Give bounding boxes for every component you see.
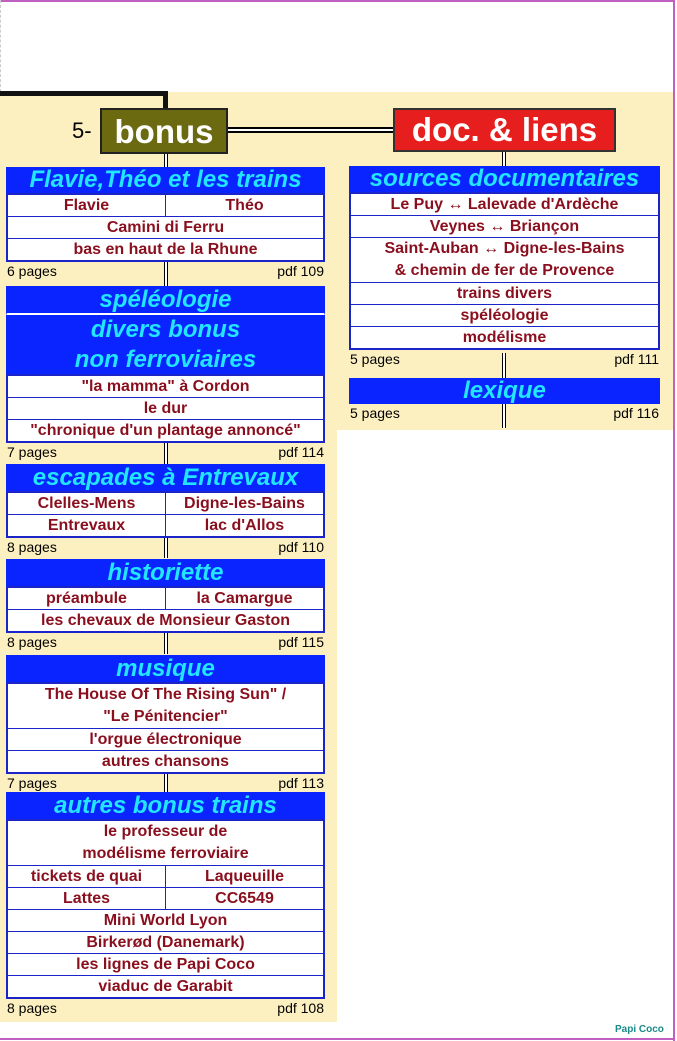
link-saint-auban[interactable]	[351, 237, 658, 282]
pdf-number: pdf 108	[277, 1000, 324, 1016]
page-border-left	[0, 0, 1, 92]
link-camini[interactable]: Camini di Ferru	[106, 219, 225, 236]
link-theo[interactable]: Théo	[165, 195, 323, 216]
link-trains-divers[interactable]: trains divers	[456, 285, 553, 302]
doc-links-title[interactable]: doc. & liens	[393, 108, 616, 152]
link-table	[349, 192, 660, 350]
link-preambule[interactable]: préambule	[46, 590, 127, 607]
link-chevaux[interactable]: les chevaux de Monsieur Gaston	[41, 612, 290, 629]
link-chronique[interactable]: "chronique d'un plantage annoncé"	[30, 422, 301, 439]
pdf-number: pdf 114	[278, 444, 324, 460]
link-line: "Le Pénitencier"	[103, 708, 228, 725]
section-lexique	[349, 378, 660, 422]
link-lignes-papi-coco[interactable]: les lignes de Papi Coco	[76, 956, 255, 973]
page-count: 8 pages	[7, 1000, 57, 1016]
link-table	[6, 586, 325, 633]
section-heading[interactable]: Flavie,Théo et les trains	[6, 167, 325, 193]
section-escapades	[6, 464, 325, 556]
page-border-bottom	[0, 1038, 675, 1040]
tree-connector-drop	[163, 91, 168, 109]
link-entrevaux[interactable]: Entrevaux	[47, 517, 126, 534]
page-count: 6 pages	[7, 263, 57, 279]
page-count: 5 pages	[350, 351, 400, 367]
pdf-number: pdf 116	[613, 405, 659, 421]
page-count: 7 pages	[7, 444, 57, 460]
link-line: Saint-Auban ↔ Digne-les-Bains	[384, 240, 625, 257]
pdf-number: pdf 109	[277, 263, 324, 279]
link-cc6549[interactable]: CC6549	[165, 888, 323, 909]
author-credit: Papi Coco	[615, 1024, 664, 1035]
link-birkerod[interactable]: Birkerød (Danemark)	[86, 934, 245, 951]
section-heading[interactable]: sources documentaires	[349, 166, 660, 192]
page-count: 5 pages	[350, 405, 400, 421]
link-chansons[interactable]: autres chansons	[101, 753, 230, 770]
page-border-right	[673, 0, 675, 1041]
section-heading[interactable]: historiette	[6, 559, 325, 586]
link-le-dur[interactable]: le dur	[143, 400, 188, 417]
link-table	[6, 819, 325, 999]
pdf-number: pdf 111	[614, 351, 659, 367]
title-link-line	[228, 127, 394, 133]
link-flavie[interactable]: Flavie	[63, 197, 110, 214]
section-heading-speleologie[interactable]: spéléologie	[6, 286, 325, 315]
link-speleologie[interactable]: spéléologie	[460, 307, 549, 324]
section-heading[interactable]: lexique	[349, 378, 660, 404]
link-veynes[interactable]: Veynes ↔ Briançon	[429, 218, 580, 235]
section-number: 5-	[72, 118, 92, 143]
section-sources	[349, 166, 660, 368]
link-table	[6, 682, 325, 774]
link-garabit[interactable]: viaduc de Garabit	[98, 978, 233, 995]
page-count: 8 pages	[7, 539, 57, 555]
link-clelles-mens[interactable]: Clelles-Mens	[37, 495, 136, 512]
pdf-number: pdf 115	[278, 634, 324, 650]
link-camargue[interactable]: la Camargue	[165, 588, 323, 609]
section-historiette	[6, 559, 325, 651]
section-heading-divers-line1[interactable]: divers bonus	[6, 315, 325, 345]
pdf-number: pdf 113	[278, 775, 324, 791]
section-heading[interactable]: musique	[6, 655, 325, 682]
link-laqueuille[interactable]: Laqueuille	[165, 866, 323, 887]
page-count: 8 pages	[7, 634, 57, 650]
pdf-number: pdf 110	[278, 539, 324, 555]
link-modelisme[interactable]: modélisme	[462, 329, 547, 346]
link-table	[6, 374, 325, 443]
link-rhune[interactable]: bas en haut de la Rhune	[73, 241, 258, 258]
link-la-mamma[interactable]: "la mamma" à Cordon	[81, 378, 250, 395]
link-line: The House Of The Rising Sun" /	[44, 686, 287, 703]
tree-connector	[0, 91, 168, 96]
link-house-rising-sun[interactable]	[8, 684, 323, 728]
link-professeur[interactable]	[8, 821, 323, 865]
link-lattes[interactable]: Lattes	[62, 890, 111, 907]
section-heading[interactable]: autres bonus trains	[6, 792, 325, 819]
bonus-title[interactable]: bonus	[100, 108, 228, 154]
section-speleologie-divers	[6, 286, 325, 461]
link-line: le professeur de	[103, 823, 228, 840]
page-count: 7 pages	[7, 775, 57, 791]
link-le-puy[interactable]: Le Puy ↔ Lalevade d'Ardèche	[390, 196, 619, 213]
link-tickets[interactable]: tickets de quai	[30, 868, 143, 885]
section-heading-divers-line2[interactable]: non ferroviaires	[6, 345, 325, 374]
section-flavie-theo	[6, 167, 325, 280]
link-line: & chemin de fer de Provence	[394, 262, 615, 279]
link-lac-allos[interactable]: lac d'Allos	[165, 515, 323, 536]
link-mini-world[interactable]: Mini World Lyon	[103, 912, 228, 929]
section-musique	[6, 655, 325, 792]
link-table	[6, 491, 325, 538]
link-digne[interactable]: Digne-les-Bains	[165, 493, 323, 514]
page-border-top	[0, 0, 675, 2]
section-autres-bonus	[6, 792, 325, 1017]
section-heading[interactable]: escapades à Entrevaux	[6, 464, 325, 491]
link-line: modélisme ferroviaire	[82, 845, 249, 862]
link-orgue[interactable]: l'orgue électronique	[89, 731, 242, 748]
link-table	[6, 193, 325, 262]
